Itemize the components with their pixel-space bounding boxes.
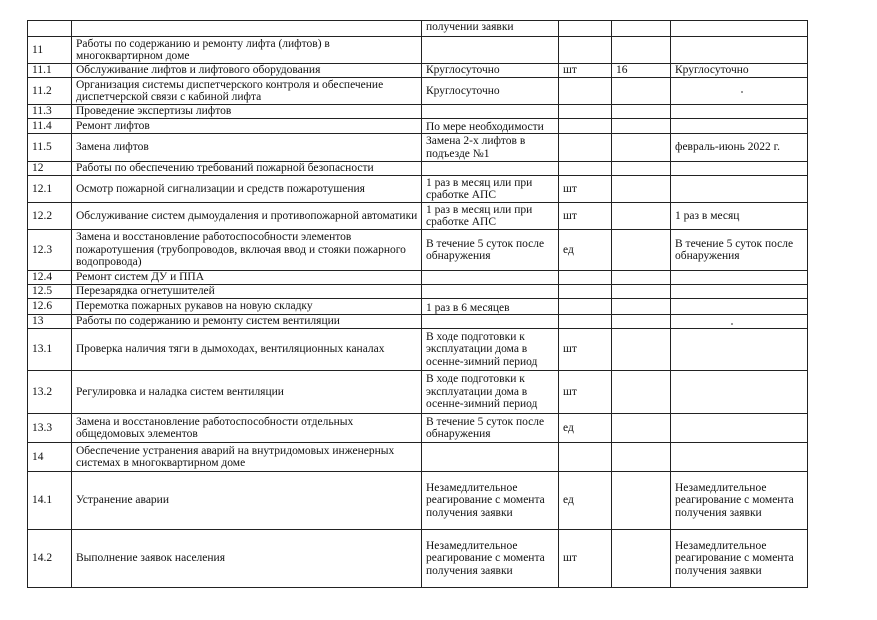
deadline [671,371,808,414]
quantity [612,203,671,230]
work-periodicity [422,315,559,329]
table-row [28,21,808,37]
work-name: Работы по обеспечению требований пожарной безопасности [72,162,422,176]
work-name: Организация системы диспетчерского контроля и обеспечение диспетчерской связи с кабиной лифта [72,78,422,105]
work-periodicity [422,162,559,176]
table-row [28,443,808,472]
work-name: Устранение аварии [72,472,422,530]
row-number: 11.3 [28,105,72,119]
unit [559,271,612,285]
unit [559,119,612,134]
work-name: Работы по содержанию и ремонту систем вентиляции [72,315,422,329]
unit: шт [559,329,612,371]
table-row [28,105,808,119]
deadline [671,119,808,134]
table-row [28,530,808,588]
table-row [28,285,808,299]
row-number [28,21,72,37]
work-periodicity: 1 раз в месяц или при сработке АПС [422,203,559,230]
work-name: Ремонт систем ДУ и ППА [72,271,422,285]
row-number: 12.3 [28,230,72,271]
table-row [28,315,808,329]
row-number: 12.2 [28,203,72,230]
table-row [28,271,808,285]
quantity [612,230,671,271]
work-name: Осмотр пожарной сигнализации и средств пожаротушения [72,176,422,203]
table-row [28,329,808,371]
work-periodicity: Незамедлительное реагирование с момента получения заявки [422,472,559,530]
table-row [28,64,808,78]
deadline [671,443,808,472]
row-number: 13 [28,315,72,329]
quantity [612,299,671,315]
work-periodicity: В ходе подготовки к эксплуатации дома в осенне-зимний период [422,371,559,414]
deadline: Незамедлительное реагирование с момента получения заявки [671,530,808,588]
deadline [671,176,808,203]
work-name: Замена и восстановление работоспособности отдельных общедомовых элементов [72,414,422,443]
quantity [612,176,671,203]
unit [559,37,612,64]
quantity [612,371,671,414]
work-periodicity: 1 раз в месяц или при сработке АПС [422,176,559,203]
deadline: В течение 5 суток после обнаружения [671,230,808,271]
unit [559,105,612,119]
deadline: 1 раз в месяц [671,203,808,230]
table-row [28,371,808,414]
deadline [671,414,808,443]
quantity [612,119,671,134]
deadline [671,285,808,299]
quantity [612,271,671,285]
deadline [671,315,808,329]
deadline [671,37,808,64]
deadline [671,105,808,119]
row-number: 13.2 [28,371,72,414]
table-row [28,414,808,443]
services-table [27,20,808,588]
unit [559,78,612,105]
work-periodicity: Замена 2-х лифтов в подъезде №1 [422,134,559,162]
unit: ед [559,230,612,271]
quantity: 16 [612,64,671,78]
unit [559,285,612,299]
work-name: Обслуживание лифтов и лифтового оборудования [72,64,422,78]
unit: шт [559,530,612,588]
deadline: Круглосуточно [671,64,808,78]
work-periodicity [422,443,559,472]
row-number: 12 [28,162,72,176]
unit: шт [559,176,612,203]
work-name: Регулировка и наладка систем вентиляции [72,371,422,414]
unit [559,299,612,315]
unit: ед [559,414,612,443]
work-name: Ремонт лифтов [72,119,422,134]
table-row [28,78,808,105]
work-name: Выполнение заявок населения [72,530,422,588]
quantity [612,329,671,371]
scan-speck [731,323,733,325]
quantity [612,472,671,530]
quantity [612,443,671,472]
work-periodicity: По мере необходимости [422,119,559,134]
work-name: Замена лифтов [72,134,422,162]
unit [559,315,612,329]
row-number: 12.5 [28,285,72,299]
row-number: 12.1 [28,176,72,203]
work-periodicity: Круглосуточно [422,78,559,105]
work-periodicity [422,271,559,285]
quantity [612,162,671,176]
row-number: 13.1 [28,329,72,371]
unit: шт [559,371,612,414]
row-number: 14.1 [28,472,72,530]
work-name: Проверка наличия тяги в дымоходах, вентиляционных каналах [72,329,422,371]
unit [559,162,612,176]
quantity [612,37,671,64]
deadline [671,329,808,371]
row-number: 11.1 [28,64,72,78]
work-name: Проведение экспертизы лифтов [72,105,422,119]
quantity [612,134,671,162]
work-periodicity: Незамедлительное реагирование с момента получения заявки [422,530,559,588]
quantity [612,315,671,329]
deadline: Незамедлительное реагирование с момента получения заявки [671,472,808,530]
work-name [72,21,422,37]
work-periodicity [422,37,559,64]
work-periodicity: В ходе подготовки к эксплуатации дома в осенне-зимний период [422,329,559,371]
quantity [612,105,671,119]
scan-speck [741,91,743,93]
table-row [28,162,808,176]
table-row [28,230,808,271]
row-number: 11.2 [28,78,72,105]
quantity [612,21,671,37]
work-periodicity [422,285,559,299]
row-number: 11.5 [28,134,72,162]
deadline [671,21,808,37]
work-periodicity: Круглосуточно [422,64,559,78]
work-periodicity [422,105,559,119]
deadline [671,162,808,176]
unit [559,443,612,472]
work-name: Замена и восстановление работоспособности элементов пожаротушения (трубопроводов, включая ввод и стояки пожарного водопровода) [72,230,422,271]
unit [559,134,612,162]
deadline: февраль-июнь 2022 г. [671,134,808,162]
row-number: 14 [28,443,72,472]
quantity [612,530,671,588]
row-number: 11 [28,37,72,64]
work-name: Обслуживание систем дымоудаления и противопожарной автоматики [72,203,422,230]
row-number: 12.6 [28,299,72,315]
row-number: 11.4 [28,119,72,134]
deadline [671,299,808,315]
unit: шт [559,203,612,230]
table-row [28,299,808,315]
work-periodicity: В течение 5 суток после обнаружения [422,414,559,443]
row-number: 14.2 [28,530,72,588]
deadline [671,271,808,285]
quantity [612,285,671,299]
work-periodicity: получении заявки [422,21,559,37]
work-periodicity: В течение 5 суток после обнаружения [422,230,559,271]
row-number: 13.3 [28,414,72,443]
quantity [612,78,671,105]
quantity [612,414,671,443]
work-name: Перезарядка огнетушителей [72,285,422,299]
table-row [28,472,808,530]
table-row [28,119,808,134]
deadline [671,78,808,105]
work-name: Работы по содержанию и ремонту лифта (лифтов) в многоквартирном доме [72,37,422,64]
table-row [28,176,808,203]
unit [559,21,612,37]
unit: шт [559,64,612,78]
work-name: Перемотка пожарных рукавов на новую складку [72,299,422,315]
table-row [28,37,808,64]
work-name: Обеспечение устранения аварий на внутридомовых инженерных системах в многоквартирном доме [72,443,422,472]
unit: ед [559,472,612,530]
work-periodicity: 1 раз в 6 месяцев [422,299,559,315]
table-row [28,203,808,230]
table-row [28,134,808,162]
row-number: 12.4 [28,271,72,285]
